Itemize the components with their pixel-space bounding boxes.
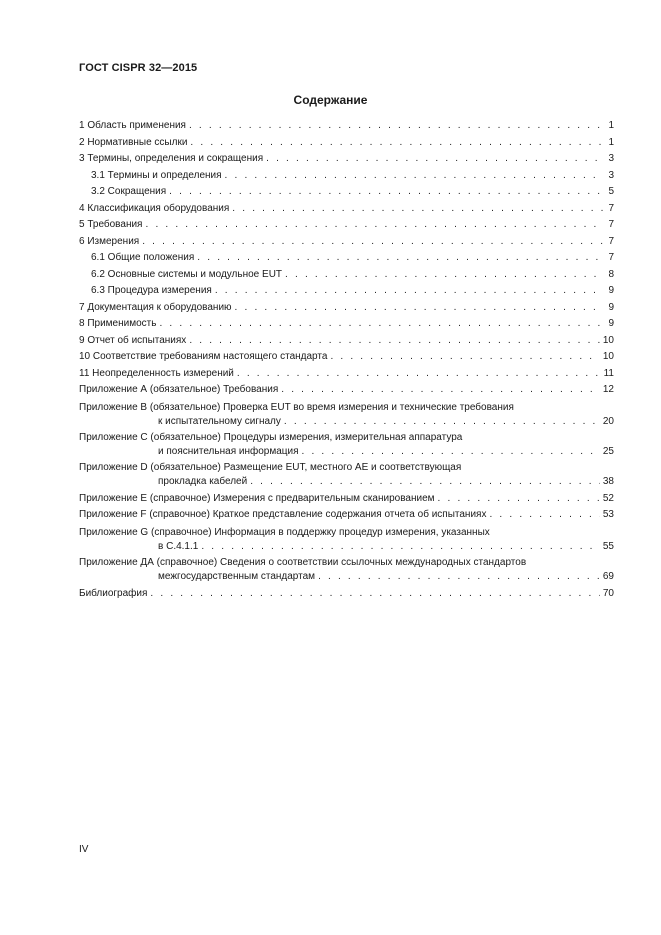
toc-entry-title: 5 Требования <box>79 219 143 230</box>
toc-entry-10[interactable] <box>79 349 614 366</box>
toc-entry-annex-da[interactable] <box>79 556 614 584</box>
toc-entry-6-2[interactable] <box>79 267 614 284</box>
toc-entry-3-1[interactable] <box>79 168 614 185</box>
toc-entry-title: Приложение Е (справочное) Измерения с предварительным сканированием <box>79 492 435 504</box>
page-number: IV <box>79 844 89 855</box>
toc-entry-4[interactable] <box>79 201 614 218</box>
toc-leader <box>145 217 603 234</box>
toc-entry-title: 9 Отчет об испытаниях <box>79 334 187 346</box>
toc-leader <box>489 507 599 524</box>
toc-entry-6[interactable] <box>79 234 614 251</box>
toc-leader <box>197 250 603 267</box>
toc-entry-title: 11 Неопределенность измерений <box>79 367 234 379</box>
document-header: ГОСТ CISPR 32—2015 <box>79 62 198 74</box>
toc-page-number: 20 <box>602 415 614 427</box>
toc-leader <box>237 366 601 383</box>
toc-entry-title: 7 Документация к оборудованию <box>79 301 232 313</box>
toc-entry-title: 4 Классификация оборудования <box>79 202 230 214</box>
toc-page-number: 1 <box>608 136 614 148</box>
toc-page-number: 3 <box>608 169 614 181</box>
toc-page-number: 7 <box>608 235 614 247</box>
toc-leader <box>281 382 600 399</box>
toc-entry-annex-g[interactable] <box>79 526 614 554</box>
toc-entry-title-continued: прокладка кабелей <box>158 475 248 487</box>
toc-leader <box>142 234 603 251</box>
toc-entry-title: 3 Термины, определения и сокращения <box>79 153 264 164</box>
toc-page-number: 70 <box>602 587 614 599</box>
toc-page-number: 7 <box>608 252 614 263</box>
toc-leader <box>250 475 600 489</box>
toc-entry-8[interactable] <box>79 316 614 333</box>
toc-entry-2[interactable] <box>79 135 614 152</box>
toc-entry-11[interactable] <box>79 366 614 383</box>
toc-leader <box>159 316 603 333</box>
toc-entry-title: Библиография <box>79 587 148 599</box>
toc-entry-3-2[interactable] <box>79 184 614 201</box>
table-of-contents <box>79 118 614 602</box>
toc-page-number: 53 <box>602 509 614 520</box>
toc-page-number: 3 <box>608 153 614 164</box>
toc-entry-title: 10 Соответствие требованиям настоящего стандарта <box>79 351 328 362</box>
toc-page-number: 25 <box>602 445 614 457</box>
toc-entry-annex-f[interactable] <box>79 507 614 524</box>
toc-entry-title: Приложение G (справочное) Информация в поддержку процедур измерения, указанных <box>79 526 490 538</box>
toc-leader <box>215 283 603 300</box>
toc-entry-title: 6.3 Процедура измерения <box>91 285 212 296</box>
toc-page-number: 9 <box>608 301 614 313</box>
toc-page-number: 10 <box>602 334 614 346</box>
toc-page-number: 7 <box>608 219 614 230</box>
toc-entry-title: 6.2 Основные системы и модульное EUT <box>91 268 283 280</box>
toc-entry-title: Приложение А (обязательное) Требования <box>79 384 279 395</box>
toc-entry-title: 8 Применимость <box>79 318 157 329</box>
toc-entry-title-continued: к испытательному сигналу <box>158 415 281 427</box>
toc-page-number: 52 <box>602 492 614 504</box>
toc-entry-title: 1 Область применения <box>79 120 186 131</box>
toc-leader <box>189 333 600 350</box>
toc-leader <box>169 184 603 201</box>
toc-entry-title: Приложение ДА (справочное) Сведения о соответствии ссылочных международных стандартов <box>79 556 527 568</box>
toc-entry-6-1[interactable] <box>79 250 614 267</box>
toc-entry-annex-d[interactable] <box>79 461 614 489</box>
toc-entry-annex-a[interactable] <box>79 382 614 399</box>
toc-leader <box>190 135 603 152</box>
toc-page-number: 1 <box>608 120 614 131</box>
toc-entry-7[interactable] <box>79 300 614 317</box>
toc-entry-title: Приложение С (обязательное) Процедуры измерения, измерительная аппаратура <box>79 431 463 443</box>
toc-leader <box>330 349 599 366</box>
toc-entry-9[interactable] <box>79 333 614 350</box>
toc-leader <box>189 118 603 135</box>
toc-leader <box>284 415 600 429</box>
toc-leader <box>438 491 600 508</box>
toc-entry-title: Приложение F (справочное) Краткое представление содержания отчета об испытаниях <box>79 509 487 520</box>
toc-leader <box>201 540 600 554</box>
toc-entry-title: Приложение D (обязательное) Размещение EUT, местного АЕ и соответствующая <box>79 461 462 473</box>
toc-entry-title: Приложение В (обязательное) Проверка EUT во время измерения и технические требования <box>79 401 514 413</box>
toc-page-number: 38 <box>602 475 614 487</box>
toc-leader <box>235 300 603 317</box>
toc-page-number: 9 <box>608 318 614 329</box>
toc-leader <box>225 168 603 185</box>
toc-page-number: 11 <box>603 367 614 379</box>
toc-entry-3[interactable] <box>79 151 614 168</box>
toc-leader <box>266 151 603 168</box>
toc-entry-1[interactable] <box>79 118 614 135</box>
toc-page-number: 7 <box>608 202 614 214</box>
toc-page-number: 8 <box>608 268 614 280</box>
toc-entry-annex-c[interactable] <box>79 431 614 459</box>
toc-page-number: 10 <box>602 351 614 362</box>
toc-entry-title-continued: и пояснительная информация <box>158 445 299 457</box>
toc-entry-6-3[interactable] <box>79 283 614 300</box>
toc-entry-title-continued: межгосударственным стандартам <box>158 570 316 582</box>
toc-page-number: 5 <box>608 186 614 197</box>
toc-entry-title: 2 Нормативные ссылки <box>79 136 188 148</box>
toc-entry-title: 6.1 Общие положения <box>91 252 195 263</box>
toc-entry-title-continued: в С.4.1.1 <box>158 540 199 552</box>
toc-entry-title: 3.1 Термины и определения <box>91 169 222 181</box>
toc-entry-5[interactable] <box>79 217 614 234</box>
toc-leader <box>232 201 603 218</box>
toc-page-number: 9 <box>608 285 614 296</box>
toc-leader <box>150 586 599 603</box>
toc-page-number: 12 <box>602 384 614 395</box>
toc-page-number: 69 <box>602 570 614 582</box>
toc-entry-annex-b[interactable] <box>79 401 614 429</box>
toc-entry-title: 6 Измерения <box>79 235 140 247</box>
toc-entry-annex-e[interactable] <box>79 491 614 508</box>
toc-page-number: 55 <box>602 540 614 552</box>
toc-title: Содержание <box>293 93 368 107</box>
toc-leader <box>285 267 603 284</box>
toc-leader <box>318 570 600 584</box>
toc-entry-bibliography[interactable] <box>79 586 614 603</box>
toc-entry-title: 3.2 Сокращения <box>91 186 167 197</box>
toc-leader <box>302 445 600 459</box>
